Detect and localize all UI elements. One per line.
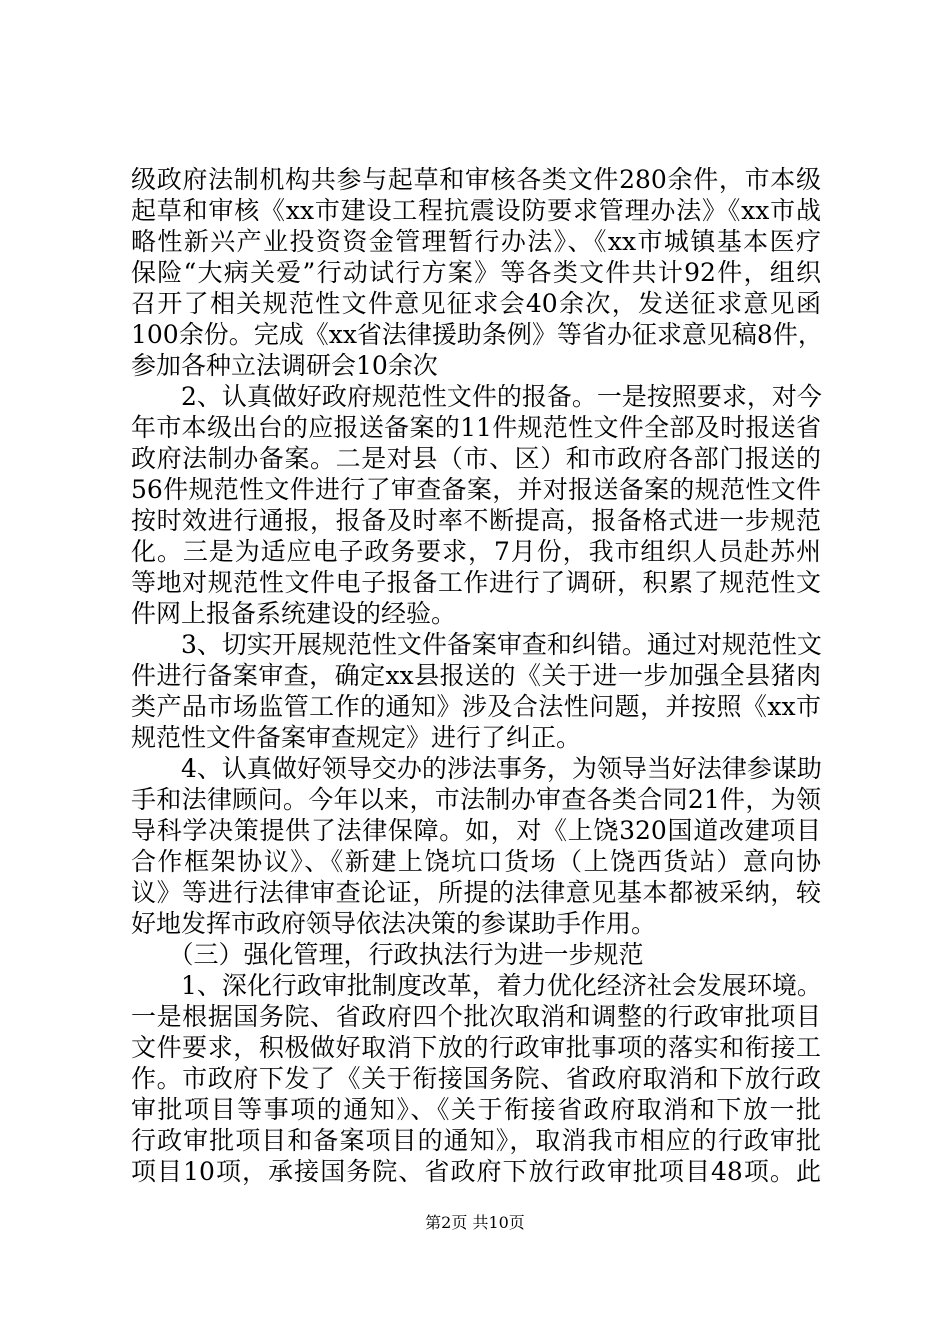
text-line: 3、切实开展规范性文件备案审查和纠错。通过对规范性文 bbox=[131, 630, 822, 659]
section-heading: （三）强化管理，行政执法行为进一步规范 bbox=[131, 940, 644, 969]
text-line: 手和法律顾问。今年以来，市法制办审查各类合同21件，为领 bbox=[131, 785, 821, 814]
text-line: 好地发挥市政府领导依法决策的参谋助手作用。 bbox=[131, 909, 657, 938]
text-line: 导科学决策提供了法律保障。如，对《上饶320国道改建项目 bbox=[131, 816, 821, 845]
text-line: 作。市政府下发了《关于衔接国务院、省政府取消和下放行政 bbox=[131, 1064, 821, 1093]
text-line: 召开了相关规范性文件意见征求会40余次，发送征求意见函 bbox=[131, 289, 821, 318]
text-line: 年市本级出台的应报送备案的11件规范性文件全部及时报送省 bbox=[131, 413, 821, 442]
text-line: 起草和审核《xx市建设工程抗震设防要求管理办法》《xx市战 bbox=[131, 196, 821, 225]
text-line: 议》等进行法律审查论证，所提的法律意见基本都被采纳，较 bbox=[131, 878, 821, 907]
text-line: 级政府法制机构共参与起草和审核各类文件280余件，市本级 bbox=[131, 165, 821, 194]
text-line: 参加各种立法调研会10余次 bbox=[131, 351, 438, 380]
text-line: 化。三是为适应电子政务要求，7月份，我市组织人员赴苏州 bbox=[131, 537, 821, 566]
text-line: 4、认真做好领导交办的涉法事务，为领导当好法律参谋助 bbox=[131, 754, 822, 783]
text-line: 一是根据国务院、省政府四个批次取消和调整的行政审批项目 bbox=[131, 1002, 821, 1031]
text-line: 56件规范性文件进行了审查备案，并对报送备案的规范性文件 bbox=[131, 475, 821, 504]
text-line: 等地对规范性文件电子报备工作进行了调研，积累了规范性文 bbox=[131, 568, 821, 597]
page-footer: 第2页 共10页 bbox=[425, 1213, 525, 1232]
text-line: 2、认真做好政府规范性文件的报备。一是按照要求，对今 bbox=[131, 382, 822, 411]
text-line: 略性新兴产业投资资金管理暂行办法》、《xx市城镇基本医疗 bbox=[131, 227, 821, 256]
text-line: 100余份。完成《xx省法律援助条例》等省办征求意见稿8件， bbox=[131, 320, 823, 349]
text-line: 件进行备案审查，确定xx县报送的《关于进一步加强全县猪肉 bbox=[131, 661, 821, 690]
text-line: 行政审批项目和备案项目的通知》，取消我市相应的行政审批 bbox=[131, 1126, 821, 1155]
text-line: 审批项目等事项的通知》、《关于衔接省政府取消和下放一批 bbox=[131, 1095, 821, 1124]
text-line: 1、深化行政审批制度改革，着力优化经济社会发展环境。 bbox=[131, 971, 822, 1000]
text-line: 规范性文件备案审查规定》进行了纠正。 bbox=[131, 723, 582, 752]
text-line: 文件要求，积极做好取消下放的行政审批事项的落实和衔接工 bbox=[131, 1033, 821, 1062]
text-line: 按时效进行通报，报备及时率不断提高，报备格式进一步规范 bbox=[131, 506, 821, 535]
text-line: 合作框架协议》、《新建上饶坑口货场（上饶西货站）意向协 bbox=[131, 847, 821, 876]
text-line: 项目10项，承接国务院、省政府下放行政审批项目48项。此 bbox=[131, 1157, 821, 1186]
text-line: 政府法制办备案。二是对县（市、区）和市政府各部门报送的 bbox=[131, 444, 821, 473]
text-line: 类产品市场监管工作的通知》涉及合法性问题，并按照《xx市 bbox=[131, 692, 821, 721]
text-line: 件网上报备系统建设的经验。 bbox=[131, 599, 457, 628]
text-line: 保险“大病关爱”行动试行方案》等各类文件共计92件，组织 bbox=[131, 258, 821, 287]
